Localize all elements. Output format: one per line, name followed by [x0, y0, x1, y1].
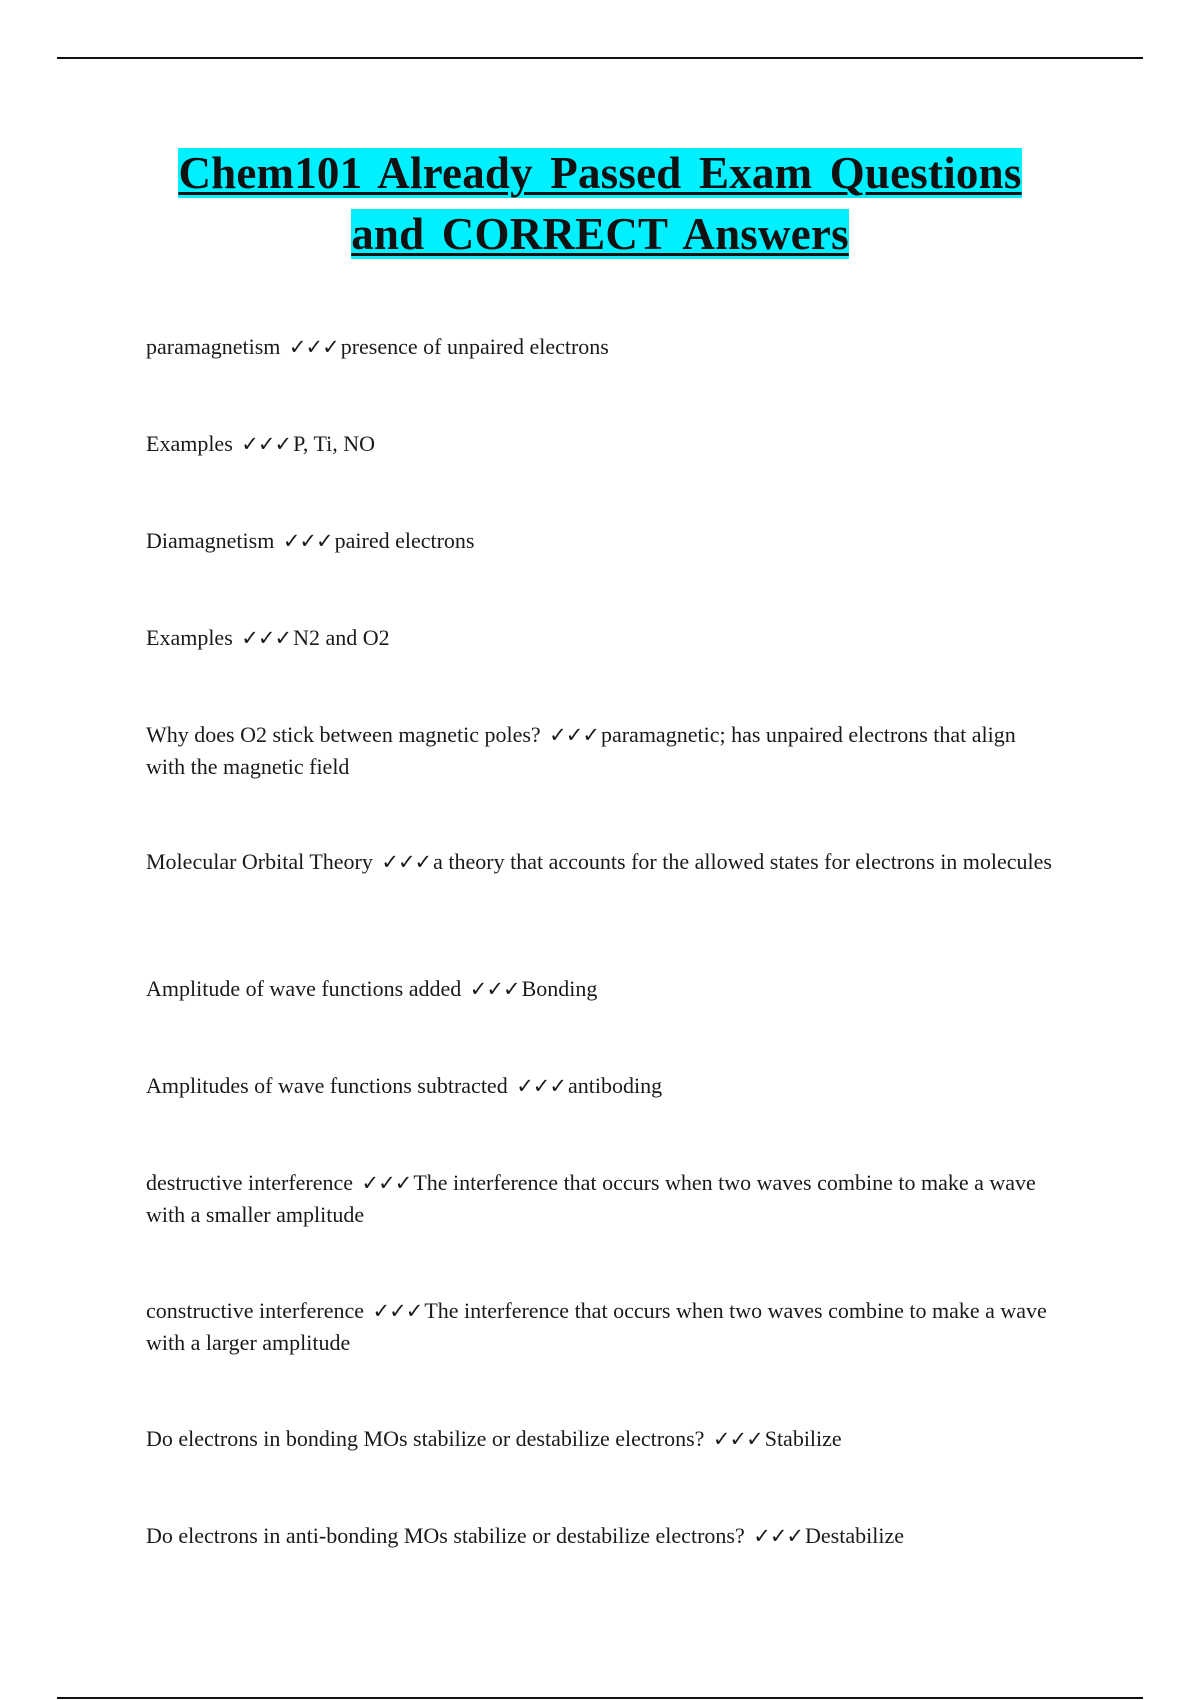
- qa-item: [146, 622, 1056, 654]
- qa-answer: Destabilize: [805, 1523, 904, 1548]
- qa-term: Do electrons in bonding MOs stabilize or destabilize electrons?: [146, 1426, 705, 1451]
- qa-term: constructive interference: [146, 1298, 365, 1323]
- qa-answer: a theory that accounts for the allowed states for electrons in molecules: [433, 849, 1052, 874]
- qa-term: destructive interference: [146, 1170, 354, 1195]
- qa-term: Molecular Orbital Theory: [146, 849, 373, 874]
- qa-answer: paramagnetic; has unpaired electrons that align with the magnetic field: [146, 722, 1016, 779]
- qa-answer: N2 and O2: [293, 625, 390, 650]
- qa-answer: P, Ti, NO: [293, 431, 376, 456]
- qa-answer: presence of unpaired electrons: [340, 334, 609, 359]
- check-marks-icon: ✓✓✓: [516, 1074, 566, 1098]
- qa-term: Examples: [146, 431, 233, 456]
- qa-answer: The interference that occurs when two waves combine to make a wave with a larger amplitude: [146, 1298, 1047, 1355]
- qa-item: [146, 331, 1056, 363]
- qa-term: Diamagnetism: [146, 528, 275, 553]
- qa-answer: Bonding: [521, 976, 598, 1001]
- qa-term: Examples: [146, 625, 233, 650]
- qa-answer: antiboding: [568, 1073, 663, 1098]
- qa-term: Do electrons in anti-bonding MOs stabilize or destabilize electrons?: [146, 1523, 745, 1548]
- check-marks-icon: ✓✓✓: [372, 1299, 423, 1323]
- qa-item: [146, 1520, 1056, 1552]
- check-marks-icon: ✓✓✓: [549, 723, 599, 747]
- qa-item: [146, 1295, 1056, 1358]
- qa-term: Amplitudes of wave functions subtracted: [146, 1073, 508, 1098]
- qa-item: [146, 973, 1056, 1005]
- qa-item: [146, 1167, 1056, 1230]
- check-marks-icon: ✓✓✓: [712, 1427, 763, 1451]
- qa-item: [146, 428, 1056, 460]
- check-marks-icon: ✓✓✓: [288, 335, 339, 359]
- qa-term: paramagnetism: [146, 334, 281, 359]
- qa-term: Amplitude of wave functions added: [146, 976, 462, 1001]
- title-line-1: Chem101 Already Passed Exam Questions: [178, 148, 1022, 198]
- qa-answer: Stabilize: [764, 1426, 842, 1451]
- check-marks-icon: ✓✓✓: [282, 529, 333, 553]
- qa-item: [146, 846, 1056, 878]
- check-marks-icon: ✓✓✓: [361, 1171, 412, 1195]
- check-marks-icon: ✓✓✓: [241, 432, 292, 456]
- qa-item: [146, 1070, 1056, 1102]
- qa-term: Why does O2 stick between magnetic poles?: [146, 722, 541, 747]
- title-line-2: and CORRECT Answers: [351, 209, 849, 259]
- qa-answer: The interference that occurs when two waves combine to make a wave with a smaller amplitude: [146, 1170, 1036, 1227]
- check-marks-icon: ✓✓✓: [753, 1524, 804, 1548]
- qa-item: [146, 1423, 1056, 1455]
- qa-item: [146, 525, 1056, 557]
- bottom-rule: [57, 1697, 1143, 1699]
- check-marks-icon: ✓✓✓: [381, 850, 432, 874]
- qa-answer: paired electrons: [334, 528, 475, 553]
- check-marks-icon: ✓✓✓: [241, 626, 292, 650]
- check-marks-icon: ✓✓✓: [469, 977, 520, 1001]
- qa-item: [146, 719, 1056, 782]
